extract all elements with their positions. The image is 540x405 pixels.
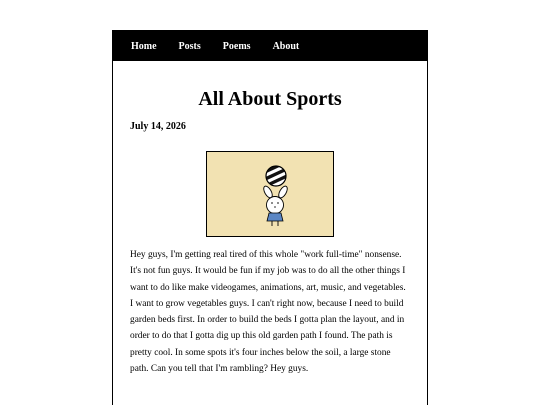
nav-about-link[interactable]: About [272,40,300,52]
post-content [113,87,427,377]
nav-posts-link[interactable]: Posts [178,40,201,52]
post-title: All About Sports [198,88,342,110]
bunny-balancing-striped-ball-icon [207,152,333,236]
nav-home-link[interactable]: Home [131,40,157,52]
top-navbar [113,31,427,61]
post-date: July 14, 2026 [130,121,186,132]
nav-poems-link[interactable]: Poems [222,40,251,52]
post-illustration [206,151,334,237]
blog-frame [112,30,428,405]
post-body-text: Hey guys, I'm getting real tired of this whole "work full-time" nonsense. It's not fun guys. It would be fun if my job was to do all the other things I want to do like make videogames, animations, art, music, and vegetables. I want to grow vegetables guys. I can't right now, because I need to build garden beds first. In order to build the beds I gotta plan the layout, and in order to do that I gotta dig up this old garden path I found. The path is pretty cool. In some spots it's four inches below the soil, a large stone path. Can you tell that I'm rambling? Hey guys. [130,250,406,375]
